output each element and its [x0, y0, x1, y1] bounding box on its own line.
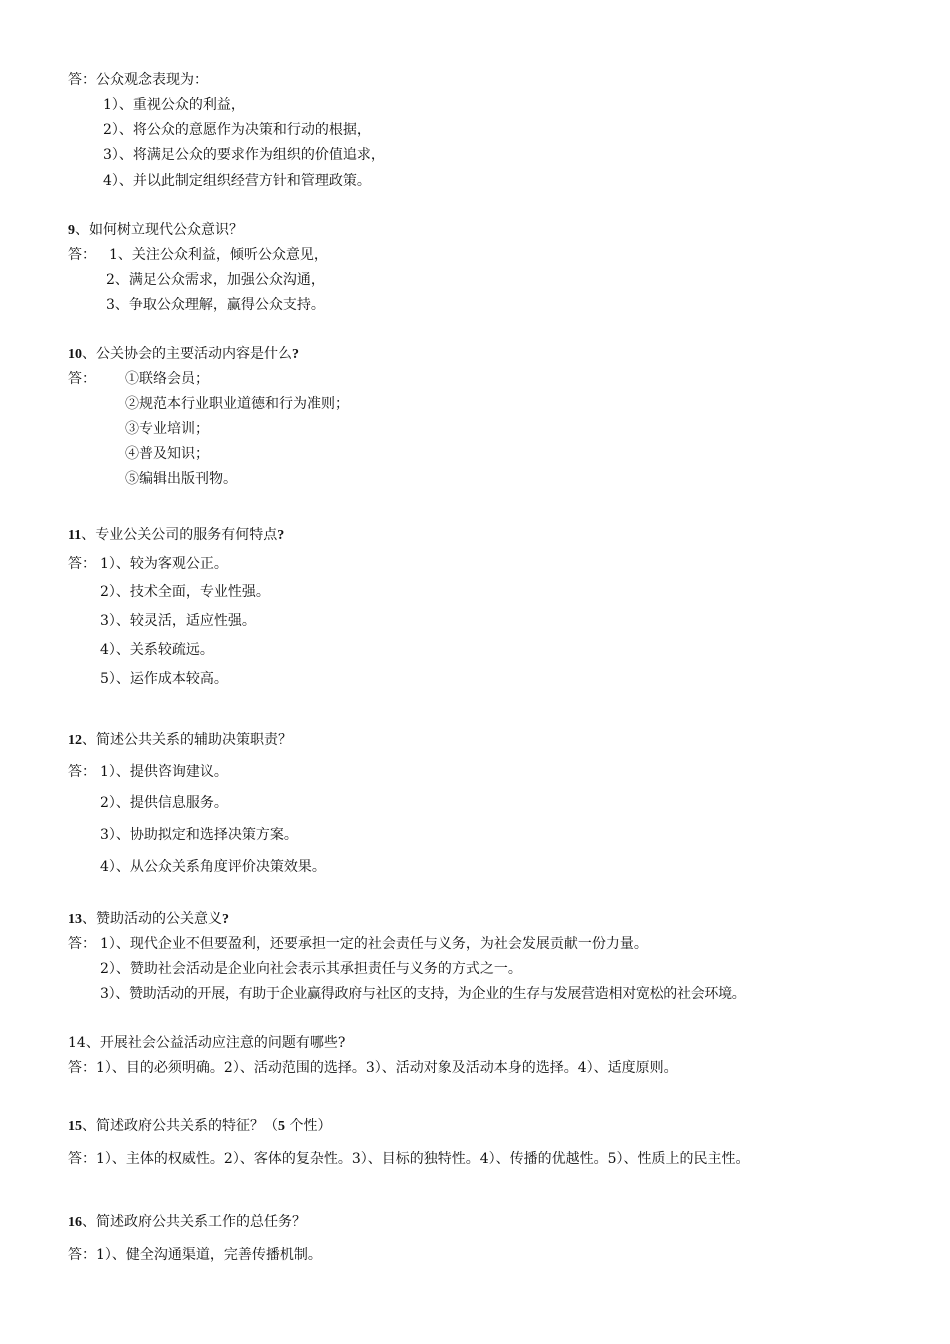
answer-item: 2）、技术全面，专业性强。 [100, 584, 270, 600]
answer-item: 4）、关系较疏远。 [100, 642, 214, 658]
answer-label: 答： [68, 247, 96, 263]
answer-text: 答：1）、健全沟通渠道，完善传播机制。 [68, 1247, 322, 1263]
answer-item: 4）、并以此制定组织经营方针和管理政策。 [103, 173, 371, 189]
question-number: 13 [68, 912, 82, 927]
question-number: 15 [68, 1119, 82, 1134]
answer-item: 1）、重视公众的利益， [103, 97, 245, 113]
answer-intro: 答：公众观念表现为： [68, 72, 208, 88]
question-11 [68, 526, 284, 545]
answer-item: 2）、赞助社会活动是企业向社会表示其承担责任与义务的方式之一。 [100, 961, 522, 977]
answer-item: 3）、赞助活动的开展，有助于企业赢得政府与社区的支持，为企业的生存与发展营造相对宽松的社会环境。 [100, 986, 746, 1002]
question-number: 11 [68, 528, 82, 543]
answer-item: 4）、从公众关系角度评价决策效果。 [100, 859, 326, 875]
question-12 [68, 731, 292, 750]
question-16 [68, 1213, 306, 1232]
answer-item: ③专业培训； [125, 421, 209, 437]
answer-item: 3）、协助拟定和选择决策方案。 [100, 827, 298, 843]
question-number: 16 [68, 1215, 82, 1230]
question-mark: ? [222, 912, 229, 927]
question-text: 、赞助活动的公关意义 [82, 911, 222, 927]
question-mark: ? [292, 347, 299, 362]
answer-item: 1）、现代企业不但要盈利，还要承担一定的社会责任与义务，为社会发展贡献一份力量。 [100, 936, 648, 952]
question-text: 、公关协会的主要活动内容是什么 [82, 346, 292, 362]
question-text: 、专业公关公司的服务有何特点 [81, 527, 278, 543]
question-text: 、简述公共关系的辅助决策职责？ [82, 732, 292, 748]
answer-label: 答： [68, 764, 96, 780]
answer-item: ⑤编辑出版刊物。 [125, 471, 237, 487]
answer-item: 2）、提供信息服务。 [100, 795, 228, 811]
answer-item: 3）、较灵活，适应性强。 [100, 613, 256, 629]
answer-label: 答： [68, 936, 96, 952]
question-number: 10 [68, 347, 82, 362]
question-text: 、简述政府公共关系的特征？（ [82, 1118, 278, 1134]
answer-text: 答：1）、主体的权威性。2）、客体的复杂性。3）、目标的独特性。4）、传播的优越性。5）、性质上的民主性。 [68, 1151, 750, 1167]
answer-label: 答： [68, 371, 96, 387]
answer-item: 2、满足公众需求，加强公众沟通， [106, 272, 325, 288]
question-mark: ? [277, 528, 285, 543]
question-number: 12 [68, 733, 82, 748]
question-text: 、如何树立现代公众意识？ [75, 222, 243, 238]
answer-item: 1、关注公众利益，倾听公众意见， [109, 247, 328, 263]
answer-item: 5）、运作成本较高。 [100, 671, 228, 687]
question-number: 9 [68, 223, 75, 238]
answer-item: 2）、将公众的意愿作为决策和行动的根据， [103, 122, 371, 138]
answer-item: 3）、将满足公众的要求作为组织的价值追求， [103, 147, 385, 163]
question-10 [68, 345, 299, 364]
answer-item: ①联络会员； [125, 371, 209, 387]
question-text-tail: 个性） [285, 1118, 332, 1134]
question-emphasis: 5 [278, 1119, 285, 1134]
question-14: 14、开展社会公益活动应注意的问题有哪些? [68, 1035, 346, 1051]
question-13 [68, 910, 229, 929]
answer-label: 答： [68, 556, 96, 572]
answer-text: 答：1）、目的必须明确。2）、活动范围的选择。3）、活动对象及活动本身的选择。4）、适度原则。 [68, 1060, 678, 1076]
question-9 [68, 221, 243, 240]
answer-item: 3、争取公众理解，赢得公众支持。 [106, 297, 325, 313]
answer-item: 1）、提供咨询建议。 [100, 764, 228, 780]
answer-item: ④普及知识； [125, 446, 209, 462]
answer-item: ②规范本行业职业道德和行为准则； [125, 396, 349, 412]
question-text: 、简述政府公共关系工作的总任务？ [82, 1214, 306, 1230]
question-15 [68, 1117, 331, 1136]
answer-item: 1）、较为客观公正。 [100, 556, 228, 572]
